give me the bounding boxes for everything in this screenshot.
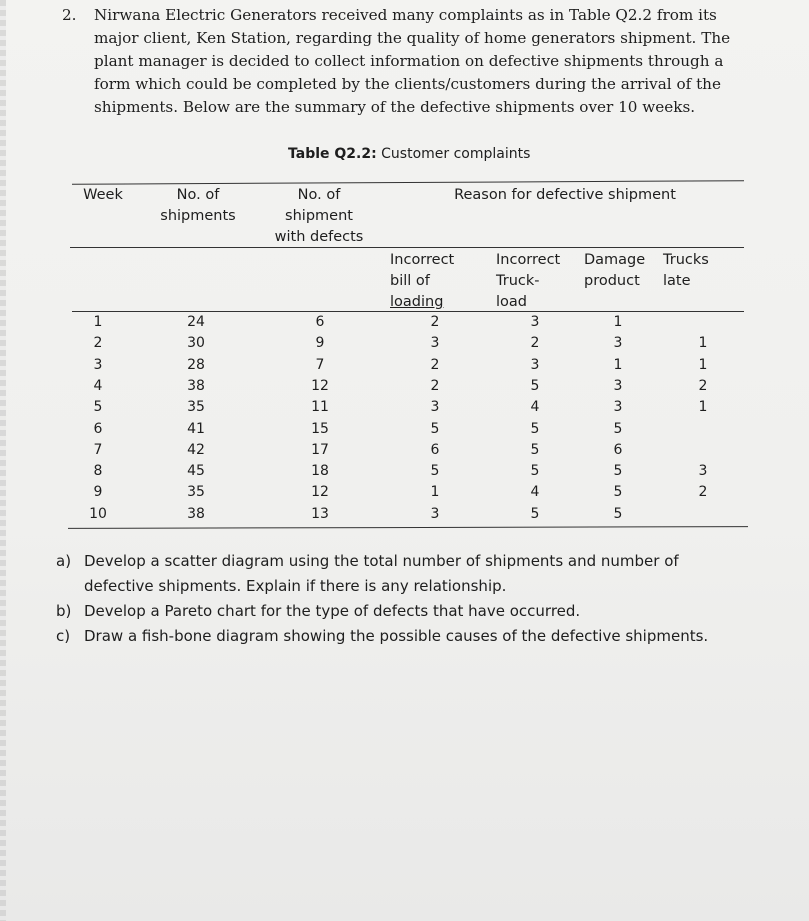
cell-week: 5	[93, 399, 103, 416]
cell-shipments: 41	[187, 420, 205, 437]
header-incorrect-bill: Incorrect bill of loading	[390, 252, 455, 310]
cell-shipments: 42	[187, 441, 205, 458]
cell-shipments: 24	[187, 314, 205, 330]
question-line: plant manager is decided to collect information on defective shipments through a	[94, 52, 724, 70]
cell-incorrect-truck: 3	[530, 356, 540, 373]
task-item	[56, 599, 776, 624]
header-shipments: No. of shipments	[160, 187, 236, 224]
cell-incorrect-bill: 2	[430, 377, 440, 394]
cell-defects: 13	[311, 505, 329, 522]
cell-week: 9	[93, 484, 103, 501]
question-line: form which could be completed by the clients/customers during the arrival of the	[94, 75, 721, 93]
cell-incorrect-truck: 5	[530, 505, 540, 522]
table-caption-text: Customer complaints	[376, 146, 531, 162]
cell-damage: 5	[613, 505, 623, 522]
cell-incorrect-truck: 5	[530, 377, 540, 394]
table-bottom-rule	[68, 526, 748, 529]
cell-shipments: 38	[187, 377, 205, 394]
header-trucks-late: Trucks late	[663, 252, 709, 289]
cell-trucks-late: 1	[698, 399, 708, 416]
cell-defects: 7	[315, 356, 325, 373]
header-defects: No. of shipment with defects	[274, 187, 364, 245]
cell-defects: 9	[315, 335, 325, 352]
task-line: Develop a scatter diagram using the total number of shipments and number of	[84, 552, 679, 570]
cell-damage: 5	[613, 463, 623, 480]
cell-incorrect-truck: 4	[530, 399, 540, 416]
cell-defects: 11	[311, 399, 329, 416]
cell-damage: 6	[613, 441, 623, 458]
cell-shipments: 28	[187, 356, 205, 373]
cell-shipments: 38	[187, 505, 205, 522]
cell-shipments: 35	[187, 484, 205, 501]
cell-incorrect-bill: 3	[430, 505, 440, 522]
cell-damage: 1	[613, 314, 623, 330]
question-line: Nirwana Electric Generators received many complaints as in Table Q2.2 from its	[94, 6, 717, 24]
cell-trucks-late: 1	[698, 356, 708, 373]
cell-defects: 12	[311, 377, 329, 394]
cell-incorrect-bill: 5	[430, 463, 440, 480]
cell-incorrect-bill: 2	[430, 356, 440, 373]
task-label: a)	[56, 552, 72, 570]
cell-damage: 1	[613, 356, 623, 373]
question-line: shipments. Below are the summary of the defective shipments over 10 weeks.	[94, 98, 696, 116]
binder-edge	[0, 0, 6, 921]
cell-week: 10	[89, 505, 107, 522]
task-item	[56, 549, 776, 599]
cell-week: 6	[93, 420, 103, 437]
header-incorrect-truck: Incorrect Truck- load	[496, 252, 561, 310]
header-week: Week	[83, 187, 123, 203]
cell-incorrect-bill: 3	[430, 399, 440, 416]
cell-incorrect-truck: 5	[530, 441, 540, 458]
cell-incorrect-bill: 5	[430, 420, 440, 437]
cell-damage: 3	[613, 399, 623, 416]
cell-shipments: 30	[187, 335, 205, 352]
cell-shipments: 45	[187, 463, 205, 480]
cell-week: 7	[93, 441, 103, 458]
task-label: b)	[56, 602, 72, 620]
cell-week: 1	[93, 314, 103, 330]
task-line: defective shipments. Explain if there is any relationship.	[84, 577, 507, 595]
cell-week: 4	[93, 377, 103, 394]
cell-trucks-late: 2	[698, 484, 708, 501]
cell-incorrect-truck: 5	[530, 463, 540, 480]
cell-damage: 5	[613, 484, 623, 501]
cell-defects: 18	[311, 463, 329, 480]
cell-defects: 12	[311, 484, 329, 501]
cell-incorrect-bill: 3	[430, 335, 440, 352]
cell-defects: 15	[311, 420, 329, 437]
task-line: Draw a fish-bone diagram showing the possible causes of the defective shipments.	[84, 627, 709, 645]
cell-incorrect-truck: 4	[530, 484, 540, 501]
cell-incorrect-truck: 5	[530, 420, 540, 437]
task-item	[56, 624, 776, 649]
task-list	[56, 549, 776, 649]
question-number: 2.	[62, 6, 77, 24]
header-reason: Reason for defective shipment	[454, 187, 676, 203]
cell-incorrect-truck: 3	[530, 314, 540, 330]
question-line: major client, Ken Station, regarding the quality of home generators shipment. The	[94, 29, 731, 47]
cell-defects: 17	[311, 441, 329, 458]
task-label: c)	[56, 627, 71, 645]
cell-incorrect-bill: 6	[430, 441, 440, 458]
cell-week: 2	[93, 335, 103, 352]
cell-shipments: 35	[187, 399, 205, 416]
cell-trucks-late: 3	[698, 463, 708, 480]
table-caption	[288, 146, 530, 162]
cell-incorrect-truck: 2	[530, 335, 540, 352]
cell-trucks-late: 1	[698, 335, 708, 352]
cell-week: 3	[93, 356, 103, 373]
cell-damage: 3	[613, 377, 623, 394]
table-header-rule	[70, 247, 744, 248]
cell-damage: 5	[613, 420, 623, 437]
table-caption-label: Table Q2.2:	[288, 146, 377, 162]
cell-week: 8	[93, 463, 103, 480]
cell-trucks-late: 2	[698, 377, 708, 394]
cell-incorrect-bill: 1	[430, 484, 440, 501]
cell-defects: 6	[315, 314, 325, 330]
cell-incorrect-bill: 2	[430, 314, 440, 330]
cell-damage: 3	[613, 335, 623, 352]
header-damage: Damage product	[584, 252, 646, 289]
task-line: Develop a Pareto chart for the type of defects that have occurred.	[84, 602, 581, 620]
